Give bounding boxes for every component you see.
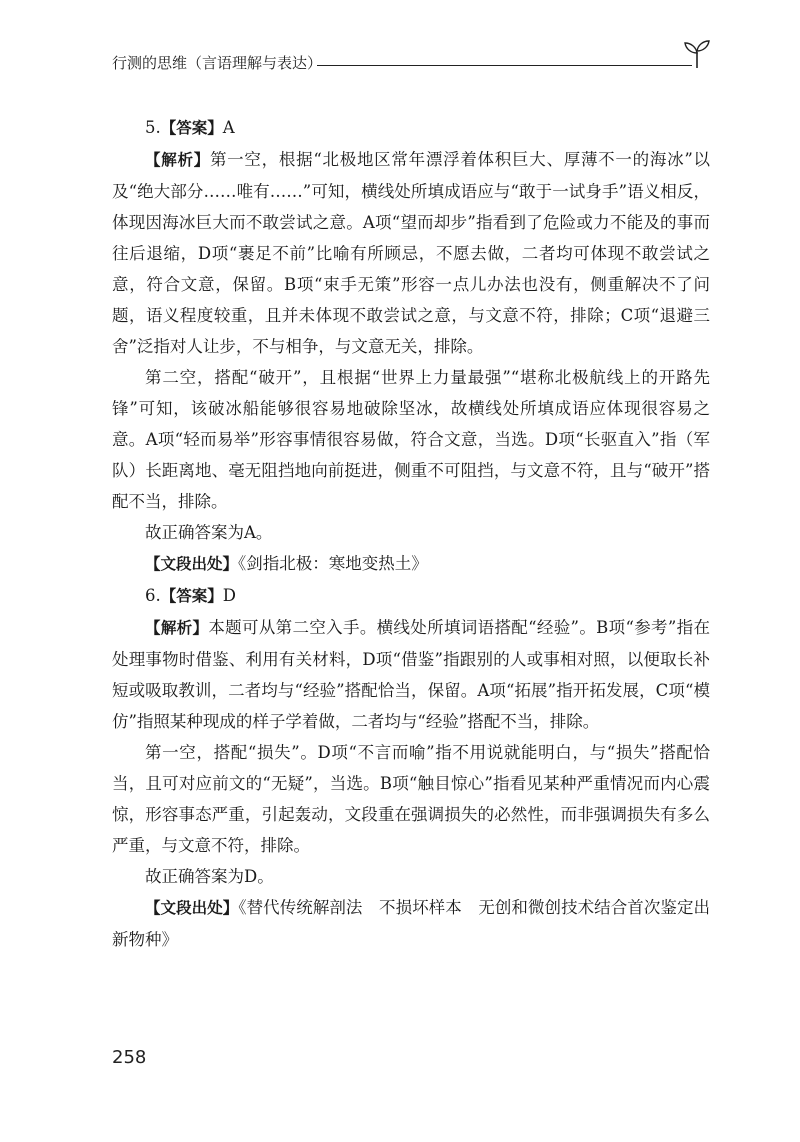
q6-answer-label: 【答案】 <box>160 587 223 605</box>
header-rule <box>317 65 692 66</box>
q5-number: 5. <box>145 118 161 137</box>
q6-answer-value: D <box>222 586 236 605</box>
page-content <box>112 112 710 955</box>
q5-source <box>112 548 710 580</box>
q6-analysis-label: 【解析】 <box>145 619 209 637</box>
q5-answer <box>112 112 710 144</box>
q6-conclusion: 故正确答案为D。 <box>145 867 274 886</box>
q6-analysis-paragraph-2: 第一空，搭配“损失”。D项“不言而喻”指不用说就能明白，与“损失”搭配恰当，且可对应前文的“无疑”，当选。B项“触目惊心”指看见某种严重情况而内心震惊，形容事态严重，引起轰动，文段重在强调损失的必然性，而非强调损失有多么严重，与文意不符，排除。 <box>112 743 710 855</box>
q5-source-label: 【文段出处】 <box>145 555 239 573</box>
q5-analysis-paragraph-2: 第二空，搭配“破开”，且根据“世界上力量最强”“堪称北极航线上的开路先锋”可知，该破冰船能够很容易地破除坚冰，故横线处所填成语应体现很容易之意。A项“轻而易举”形容事情很容易做，符合文意，当选。D项“长驱直入”指（军队）长距离地、毫无阻挡地向前挺进，侧重不可阻挡，与文意不符，且与“破开”搭配不当，排除。 <box>112 368 710 511</box>
header-title: 行测的思维（言语理解与表达） <box>112 54 323 72</box>
running-header <box>112 44 712 84</box>
q5-analysis-label: 【解析】 <box>145 151 210 169</box>
q6-analysis-paragraph-1 <box>112 612 710 737</box>
q5-source-text: 《剑指北极：寒地变热土》 <box>238 554 428 573</box>
q5-analysis-paragraph-1 <box>112 144 710 362</box>
q6-number: 6. <box>145 586 161 605</box>
q6-source <box>112 892 710 955</box>
q5-conclusion: 故正确答案为A。 <box>145 523 273 542</box>
q5-answer-label: 【答案】 <box>160 119 223 137</box>
q6-answer <box>112 580 710 612</box>
q5-answer-value: A <box>222 118 235 137</box>
sprout-icon <box>680 38 714 72</box>
page-number: 258 <box>112 1047 147 1068</box>
q6-source-text: 《替代传统解剖法 不损坏样本 无创和微创技术结合首次鉴定出新物种》 <box>112 898 710 949</box>
q6-analysis-text-1: 本题可从第二空入手。横线处所填词语搭配“经验”。B项“参考”指在处理事物时借鉴、利用有关材料，D项“借鉴”指跟别的人或事相对照，以便取长补短或吸取教训，二者均与“经验”搭配恰当，保留。A项“拓展”指开拓发展，C项“模仿”指照某种现成的样子学着做，二者均与“经验”搭配不当，排除。 <box>112 618 710 731</box>
q6-source-label: 【文段出处】 <box>145 899 239 917</box>
q5-analysis-text-1: 第一空，根据“北极地区常年漂浮着体积巨大、厚薄不一的海冰”以及“绝大部分……唯有……”可知，横线处所填成语应与“敢于一试身手”语义相反，体现因海冰巨大而不敢尝试之意。A项“望而却步”指看到了危险或力不能及的事而往后退缩，D项“裹足不前”比喻有所顾忌，不愿去做，二者均可体现不敢尝试之意，符合文意，保留。B项“束手无策”形容一点儿办法也没有，侧重解决不了问题，语义程度较重，且并未体现不敢尝试之意，与文意不符，排除；C项“退避三舍”泛指对人让步，不与相争，与文意无关，排除。 <box>112 150 710 356</box>
